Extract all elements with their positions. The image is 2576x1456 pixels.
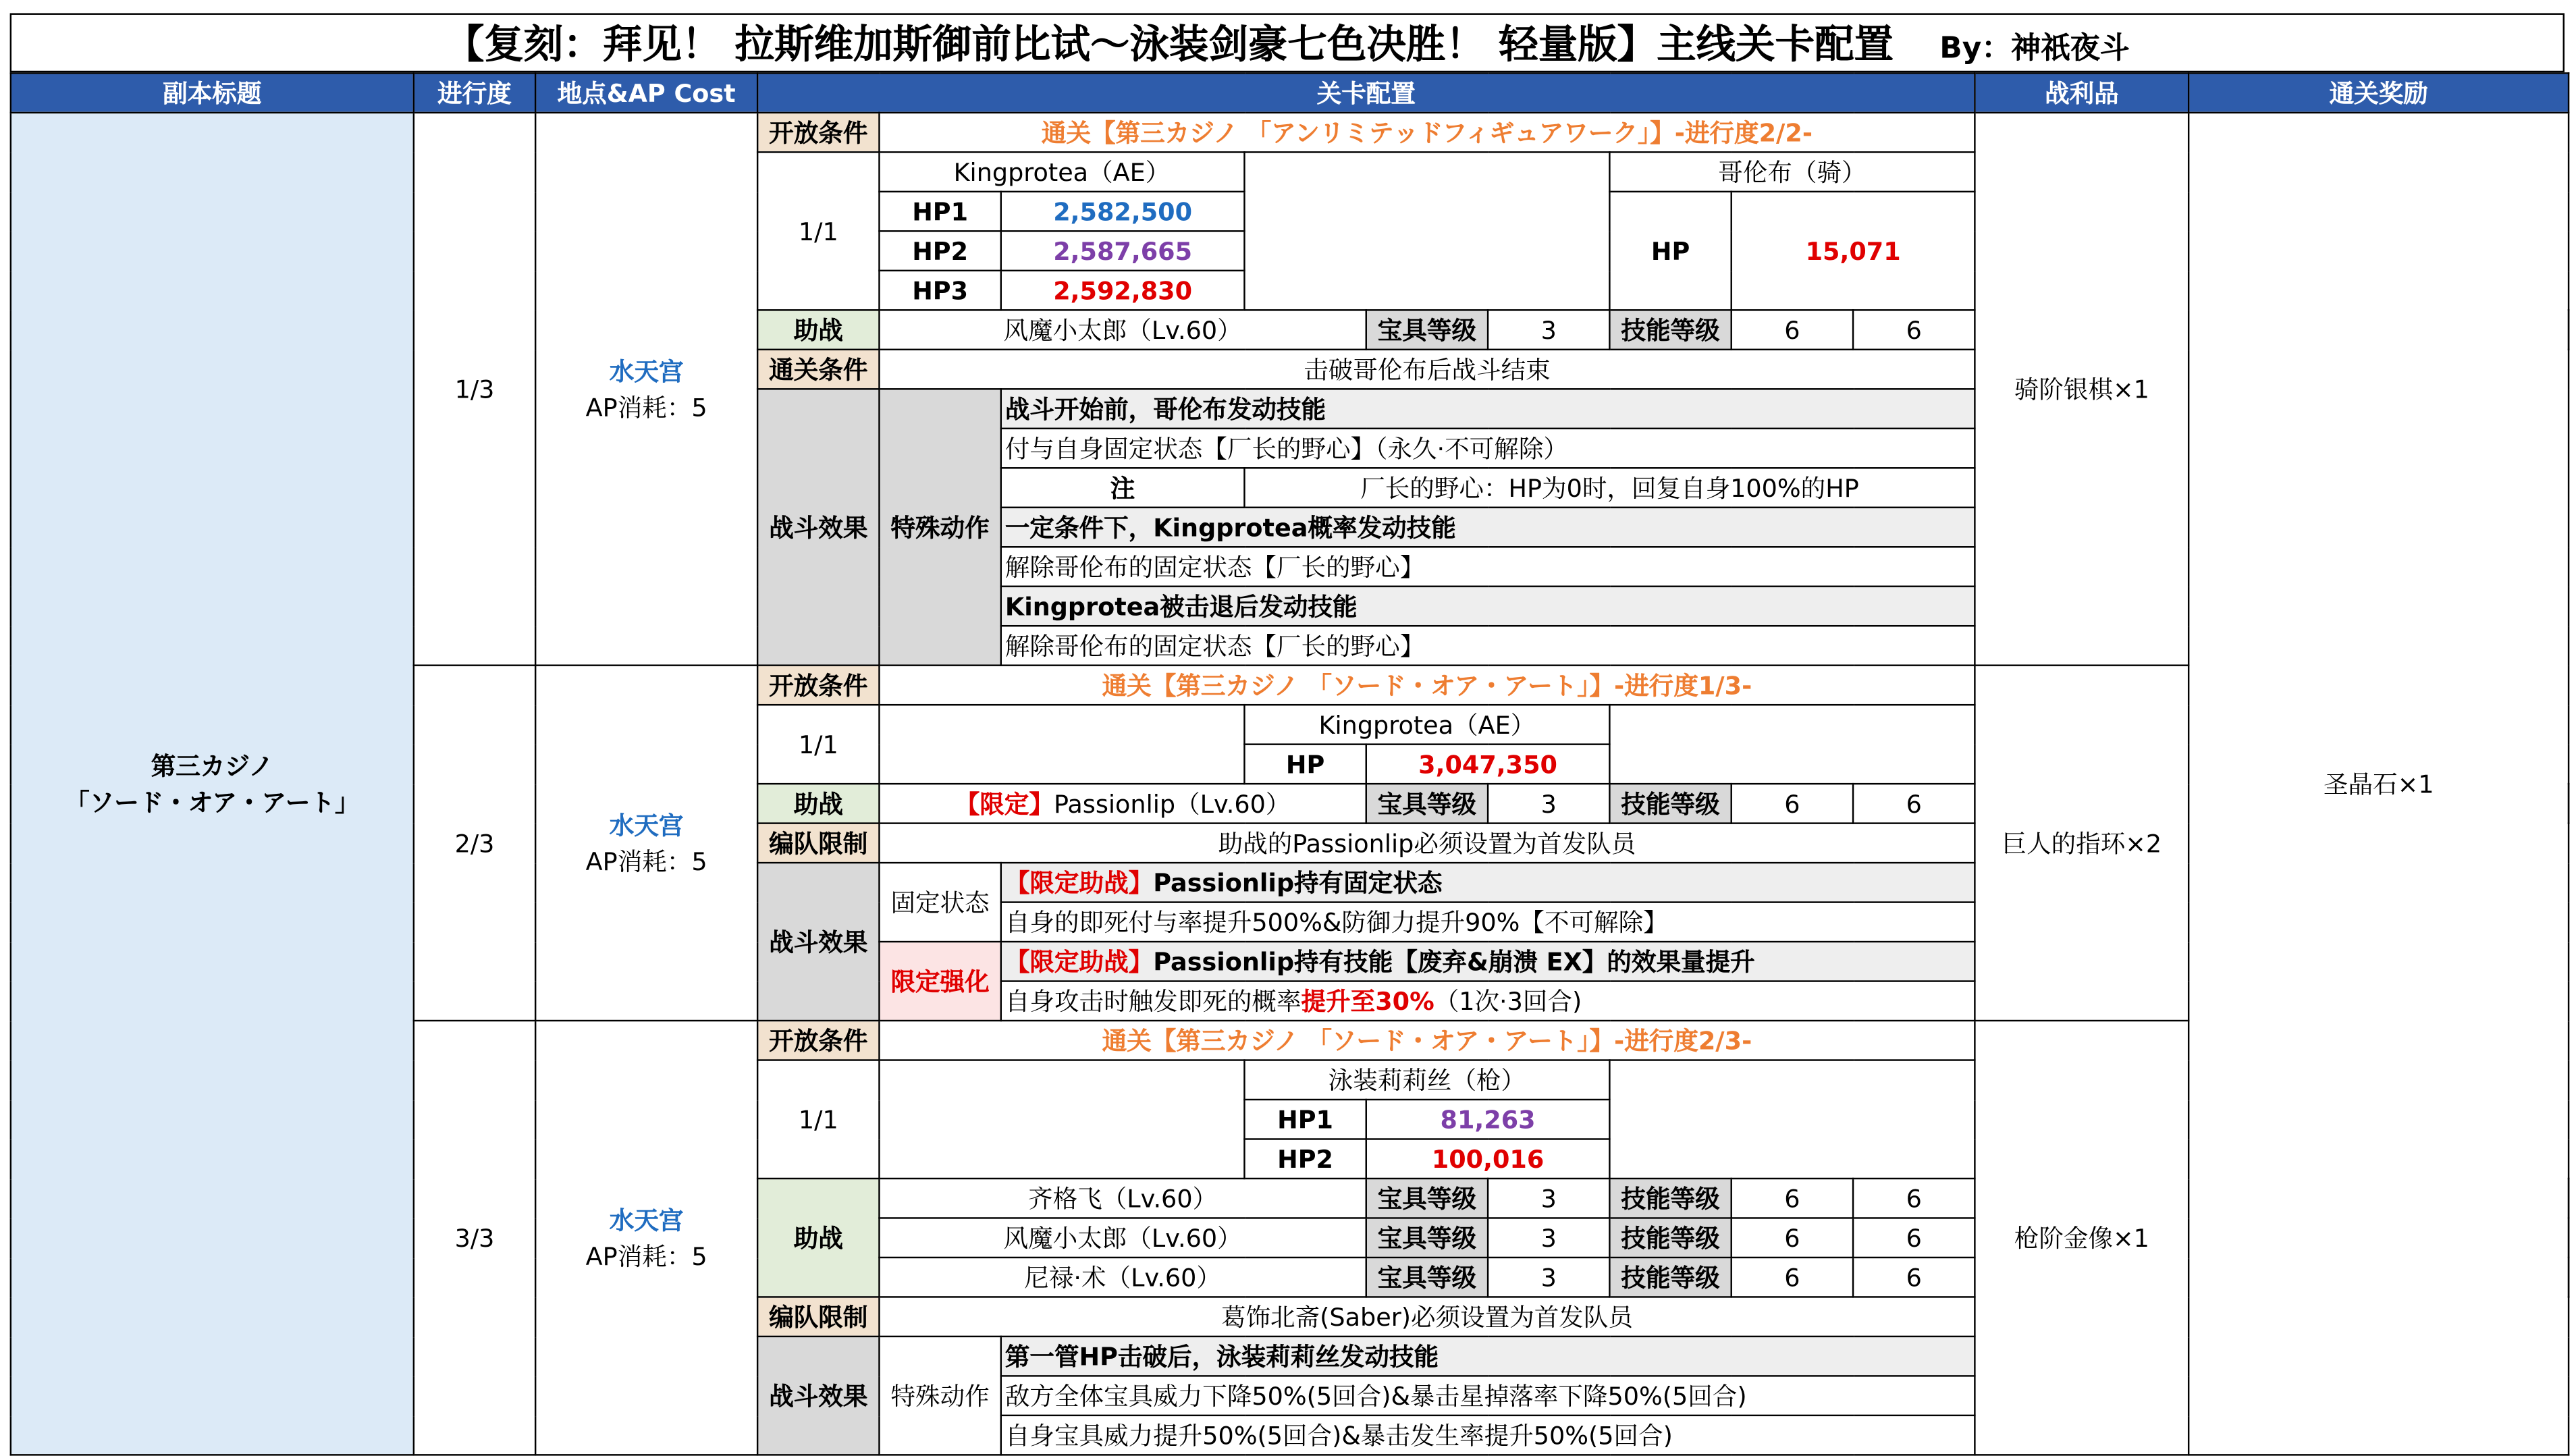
s1-effect-line: Kingprotea被击退后发动技能 <box>1001 587 1975 626</box>
s2-ap-cost: AP消耗：5 <box>585 846 707 876</box>
header-progress: 进行度 <box>414 73 535 112</box>
s1-effect-line: 解除哥伦布的固定状态【厂长的野心】 <box>1001 626 1975 665</box>
header-location: 地点&AP Cost <box>535 73 757 112</box>
s1-clear-label: 通关条件 <box>757 350 879 389</box>
s3-progress: 3/3 <box>414 1021 535 1455</box>
s1-location-name: 水天宫 <box>609 356 684 386</box>
s1-open-label: 开放条件 <box>757 113 879 152</box>
s3-empty-left <box>879 1060 1244 1179</box>
s3-support-label: 助战 <box>757 1179 879 1297</box>
s3-skill2: 6 <box>1853 1218 1975 1257</box>
s1-support-name: 风魔小太郎（Lv.60） <box>879 310 1366 349</box>
header-stage-title: 副本标题 <box>11 73 414 112</box>
quest-config-table <box>10 72 2570 1455</box>
s2-fixed-state-label: 固定状态 <box>879 863 1000 942</box>
s2-party-label: 编队限制 <box>757 824 879 863</box>
s1-skill2: 6 <box>1853 310 1975 349</box>
s2-battle-effect-label: 战斗效果 <box>757 863 879 1021</box>
s1-loot: 骑阶银棋×1 <box>1975 113 2189 666</box>
s2-empty-right <box>1609 705 1975 784</box>
s2-support-cell <box>879 784 1366 823</box>
s3-hp2-value: 100,016 <box>1366 1139 1610 1178</box>
s1-hp3-value: 2,592,830 <box>1001 271 1245 310</box>
s1-enemy2-hp-value: 15,071 <box>1732 192 1975 310</box>
s3-skill-label: 技能等级 <box>1609 1218 1731 1257</box>
s3-party-text: 葛饰北斋(Saber)必须设置为首发队员 <box>879 1297 1975 1336</box>
s2-effect-line <box>1001 863 1975 902</box>
s2-effect-text: Passionlip持有固定状态 <box>1153 867 1443 898</box>
s2-skill2: 6 <box>1853 784 1975 823</box>
s3-skill1: 6 <box>1732 1258 1853 1297</box>
s2-wave: 1/1 <box>757 705 879 784</box>
s1-ap-cost: AP消耗：5 <box>585 392 707 423</box>
s1-wave: 1/1 <box>757 152 879 310</box>
s1-note-text: 厂长的野心：HP为0时，回复自身100%的HP <box>1244 468 1975 507</box>
s2-empty-left <box>879 705 1244 784</box>
s1-np-label: 宝具等级 <box>1366 310 1488 349</box>
s2-open-label: 开放条件 <box>757 666 879 705</box>
s3-skill2: 6 <box>1853 1179 1975 1218</box>
s3-np-value: 3 <box>1488 1258 1609 1297</box>
s2-support-label: 助战 <box>757 784 879 823</box>
s2-effect-text: Passionlip持有技能【废弃&崩溃 EX】的效果量提升 <box>1153 946 1755 977</box>
s3-effect-line: 敌方全体宝具威力下降50%(5回合)&暴击星掉落率下降50%(5回合) <box>1001 1376 1975 1415</box>
s2-effect-line: 自身的即死付与率提升500%&防御力提升90%【不可解除】 <box>1001 902 1975 942</box>
s1-support-label: 助战 <box>757 310 879 349</box>
s3-hp1-label: HP1 <box>1244 1100 1366 1139</box>
s2-effect-line <box>1001 942 1975 981</box>
s1-enemy2-hp-label: HP <box>1609 192 1731 310</box>
s1-location <box>535 113 757 666</box>
stage-title-line2: 「ソード・オア・アート」 <box>65 787 360 817</box>
s3-skill-label: 技能等级 <box>1609 1258 1731 1297</box>
s1-skill1: 6 <box>1732 310 1853 349</box>
s3-hp2-label: HP2 <box>1244 1139 1366 1178</box>
stage-title-line1: 第三カジノ <box>151 751 274 781</box>
s2-effect-post: （1次·3回合) <box>1434 986 1582 1016</box>
s1-hp1-value: 2,582,500 <box>1001 192 1245 231</box>
s2-support-tag: 【限定】 <box>955 788 1054 819</box>
s2-effect-tag: 【限定助战】 <box>1004 946 1154 977</box>
s2-effect-highlight: 提升至30% <box>1301 986 1434 1016</box>
s3-support-name: 尼禄·术（Lv.60） <box>879 1258 1366 1297</box>
s3-open-cond: 通关【第三カジノ 「ソード・オア・アート」】-进行度2/3- <box>879 1021 1975 1060</box>
s3-wave: 1/1 <box>757 1060 879 1179</box>
s1-empty-mid <box>1244 152 1609 310</box>
author-credit: By：神祇夜斗 <box>1939 31 2130 66</box>
s2-effect-pre: 自身攻击时触发即死的概率 <box>1004 986 1302 1016</box>
s2-party-text: 助战的Passionlip必须设置为首发队员 <box>879 824 1975 863</box>
s2-loot: 巨人的指环×2 <box>1975 666 2189 1021</box>
s2-skill-label: 技能等级 <box>1609 784 1731 823</box>
s1-hp1-label: HP1 <box>879 192 1000 231</box>
s1-effect-line: 解除哥伦布的固定状态【厂长的野心】 <box>1001 547 1975 586</box>
s2-effect-line <box>1001 981 1975 1021</box>
header-reward: 通关奖励 <box>2189 73 2569 112</box>
s3-np-label: 宝具等级 <box>1366 1258 1488 1297</box>
s2-location <box>535 666 757 1021</box>
s1-special-label: 特殊动作 <box>879 389 1000 665</box>
s3-enemy1-name: 泳装莉莉丝（枪） <box>1244 1060 1609 1100</box>
s1-skill-label: 技能等级 <box>1609 310 1731 349</box>
s1-enemy2-name: 哥伦布（骑） <box>1609 152 1975 191</box>
s1-enemy1-name: Kingprotea（AE） <box>879 152 1244 191</box>
s2-effect-tag: 【限定助战】 <box>1004 867 1154 898</box>
header-row <box>11 73 2569 112</box>
s3-location <box>535 1021 757 1455</box>
s3-skill1: 6 <box>1732 1218 1853 1257</box>
s2-enemy1-name: Kingprotea（AE） <box>1244 705 1609 744</box>
s3-party-label: 编队限制 <box>757 1297 879 1336</box>
s3-effect-line: 第一管HP击破后，泳装莉莉丝发动技能 <box>1001 1337 1975 1376</box>
s3-battle-effect-label: 战斗效果 <box>757 1337 879 1455</box>
s3-skill-label: 技能等级 <box>1609 1179 1731 1218</box>
s2-location-name: 水天宫 <box>609 810 684 840</box>
clear-reward: 圣晶石×1 <box>2189 113 2569 1455</box>
s3-open-label: 开放条件 <box>757 1021 879 1060</box>
s3-np-label: 宝具等级 <box>1366 1218 1488 1257</box>
s2-support-name: Passionlip（Lv.60） <box>1053 788 1291 819</box>
s3-skill1: 6 <box>1732 1179 1853 1218</box>
stage-title-cell <box>11 113 414 1455</box>
s1-open-cond: 通关【第三カジノ 「アンリミテッドフィギュアワーク」】-进行度2/2- <box>879 113 1975 152</box>
header-loot: 战利品 <box>1975 73 2189 112</box>
s3-np-label: 宝具等级 <box>1366 1179 1488 1218</box>
s3-location-name: 水天宫 <box>609 1204 684 1235</box>
s1-hp2-label: HP2 <box>879 231 1000 270</box>
s1-clear-cond: 击破哥伦布后战斗结束 <box>879 350 1975 389</box>
s2-skill1: 6 <box>1732 784 1853 823</box>
header-config: 关卡配置 <box>757 73 1975 112</box>
s3-np-value: 3 <box>1488 1218 1609 1257</box>
s2-hp-label: HP <box>1244 745 1366 784</box>
s1-open-row <box>11 113 2569 152</box>
s1-effect-line: 战斗开始前，哥伦布发动技能 <box>1001 389 1975 428</box>
s3-ap-cost: AP消耗：5 <box>585 1241 707 1271</box>
s1-effect-line: 付与自身固定状态【厂长的野心】（永久·不可解除） <box>1001 429 1975 468</box>
s3-hp1-value: 81,263 <box>1366 1100 1610 1139</box>
s3-skill2: 6 <box>1853 1258 1975 1297</box>
s1-progress: 1/3 <box>414 113 535 666</box>
s2-np-label: 宝具等级 <box>1366 784 1488 823</box>
s1-np-value: 3 <box>1488 310 1609 349</box>
title-text: 【复刻：拜见！ 拉斯维加斯御前比试～泳装剑豪七色决胜！ 轻量版】主线关卡配置 <box>444 21 1894 68</box>
s2-open-cond: 通关【第三カジノ 「ソード・オア・アート」】-进行度1/3- <box>879 666 1975 705</box>
s2-progress: 2/3 <box>414 666 535 1021</box>
s3-empty-right <box>1609 1060 1975 1179</box>
s3-loot: 枪阶金像×1 <box>1975 1021 2189 1455</box>
s3-effect-line: 自身宝具威力提升50%(5回合)&暴击发生率提升50%(5回合) <box>1001 1415 1975 1455</box>
s3-special-label: 特殊动作 <box>879 1337 1000 1455</box>
s1-battle-effect-label: 战斗效果 <box>757 389 879 665</box>
s3-np-value: 3 <box>1488 1179 1609 1218</box>
s1-hp2-value: 2,587,665 <box>1001 231 1245 270</box>
s2-limited-boost-label: 限定强化 <box>879 942 1000 1021</box>
s3-support-name: 齐格飞（Lv.60） <box>879 1179 1366 1218</box>
s1-note-label: 注 <box>1001 468 1245 507</box>
s2-np-value: 3 <box>1488 784 1609 823</box>
s3-support-name: 风魔小太郎（Lv.60） <box>879 1218 1366 1257</box>
s2-hp-value: 3,047,350 <box>1366 745 1610 784</box>
page-title <box>10 13 2565 72</box>
s1-effect-line: 一定条件下，Kingprotea概率发动技能 <box>1001 508 1975 547</box>
s1-hp3-label: HP3 <box>879 271 1000 310</box>
